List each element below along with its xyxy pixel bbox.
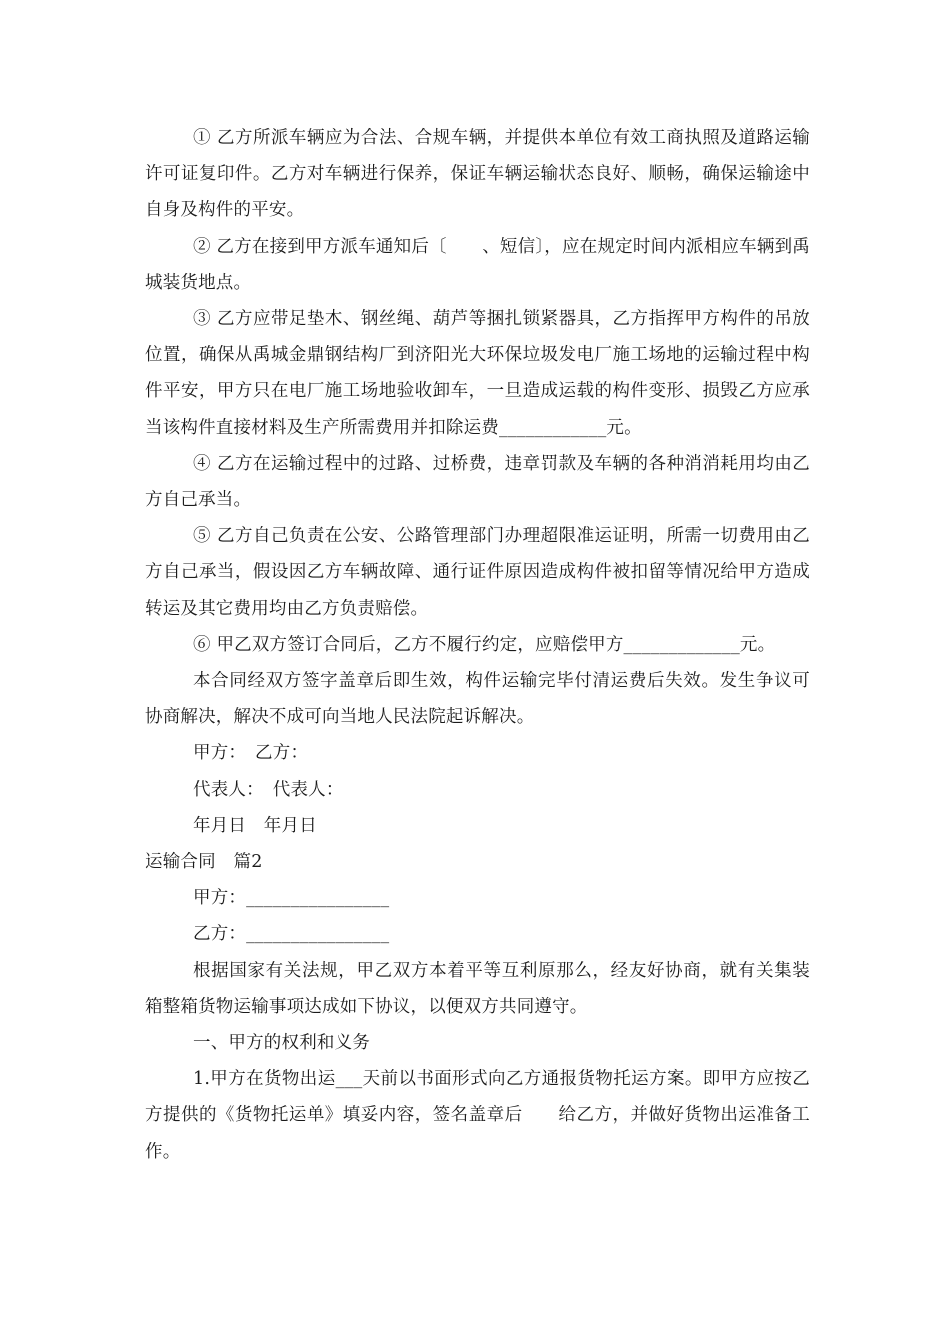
signature-parties: 甲方： 乙方： (193, 743, 309, 764)
section-title: 运输合同 篇2 (145, 852, 263, 873)
clause-2: ② 乙方在接到甲方派车通知后〔 、短信〕，应在规定时间内派相应车辆到禹城装货地点。 (145, 236, 810, 293)
article-1: 1.甲方在货物出运___天前以书面形式向乙方通报货物托运方案。即甲方应按乙方提供的《货物托运单》填妥内容，签名盖章后 给乙方，并做好货物出运准备工作。 (145, 1069, 810, 1162)
clause-6: ⑥ 甲乙双方签订合同后，乙方不履行约定，应赔偿甲方_____________元。 (193, 634, 776, 655)
party-b-line: 乙方：________________ (193, 924, 390, 945)
signature-dates: 年月日 年月日 (193, 815, 317, 836)
clause-3: ③ 乙方应带足垫木、钢丝绳、葫芦等捆扎锁紧器具，乙方指挥甲方构件的吊放位置，确保从禹城金鼎钢结构厂到济阳光大环保垃圾发电厂施工场地的运输过程中构件平安，甲方只在电厂施工场地验收卸车，一旦造成运载的构件变形、损毁乙方应承当该构件直接材料及生产所需费用并扣除运费____________元。 (145, 309, 810, 438)
preamble-paragraph: 根据国家有关法规，甲乙双方本着平等互利原那么，经友好协商，就有关集装箱整箱货物运输事项达成如下协议，以便双方共同遵守。 (145, 960, 810, 1017)
clause-1: ① 乙方所派车辆应为合法、合规车辆，并提供本单位有效工商执照及道路运输许可证复印件。乙方对车辆进行保养，保证车辆运输状态良好、顺畅，确保运输途中自身及构件的平安。 (145, 128, 810, 221)
section-heading: 一、甲方的权利和义务 (193, 1033, 370, 1054)
clause-4: ④ 乙方在运输过程中的过路、过桥费，违章罚款及车辆的各种消消耗用均由乙方自己承当。 (145, 453, 810, 511)
party-a-line: 甲方：________________ (193, 888, 390, 909)
clause-5: ⑤ 乙方自己负责在公安、公路管理部门办理超限准运证明，所需一切费用由乙方自己承当，假设因乙方车辆故障、通行证件原因造成构件被扣留等情况给甲方造成转运及其它费用均由乙方负责赔偿。 (145, 526, 810, 619)
document-body (145, 120, 810, 1170)
signature-representatives: 代表人： 代表人： (193, 779, 344, 800)
validity-paragraph: 本合同经双方签字盖章后即生效，构件运输完毕付清运费后失效。发生争议可协商解决，解决不成可向当地人民法院起诉解决。 (145, 671, 810, 728)
